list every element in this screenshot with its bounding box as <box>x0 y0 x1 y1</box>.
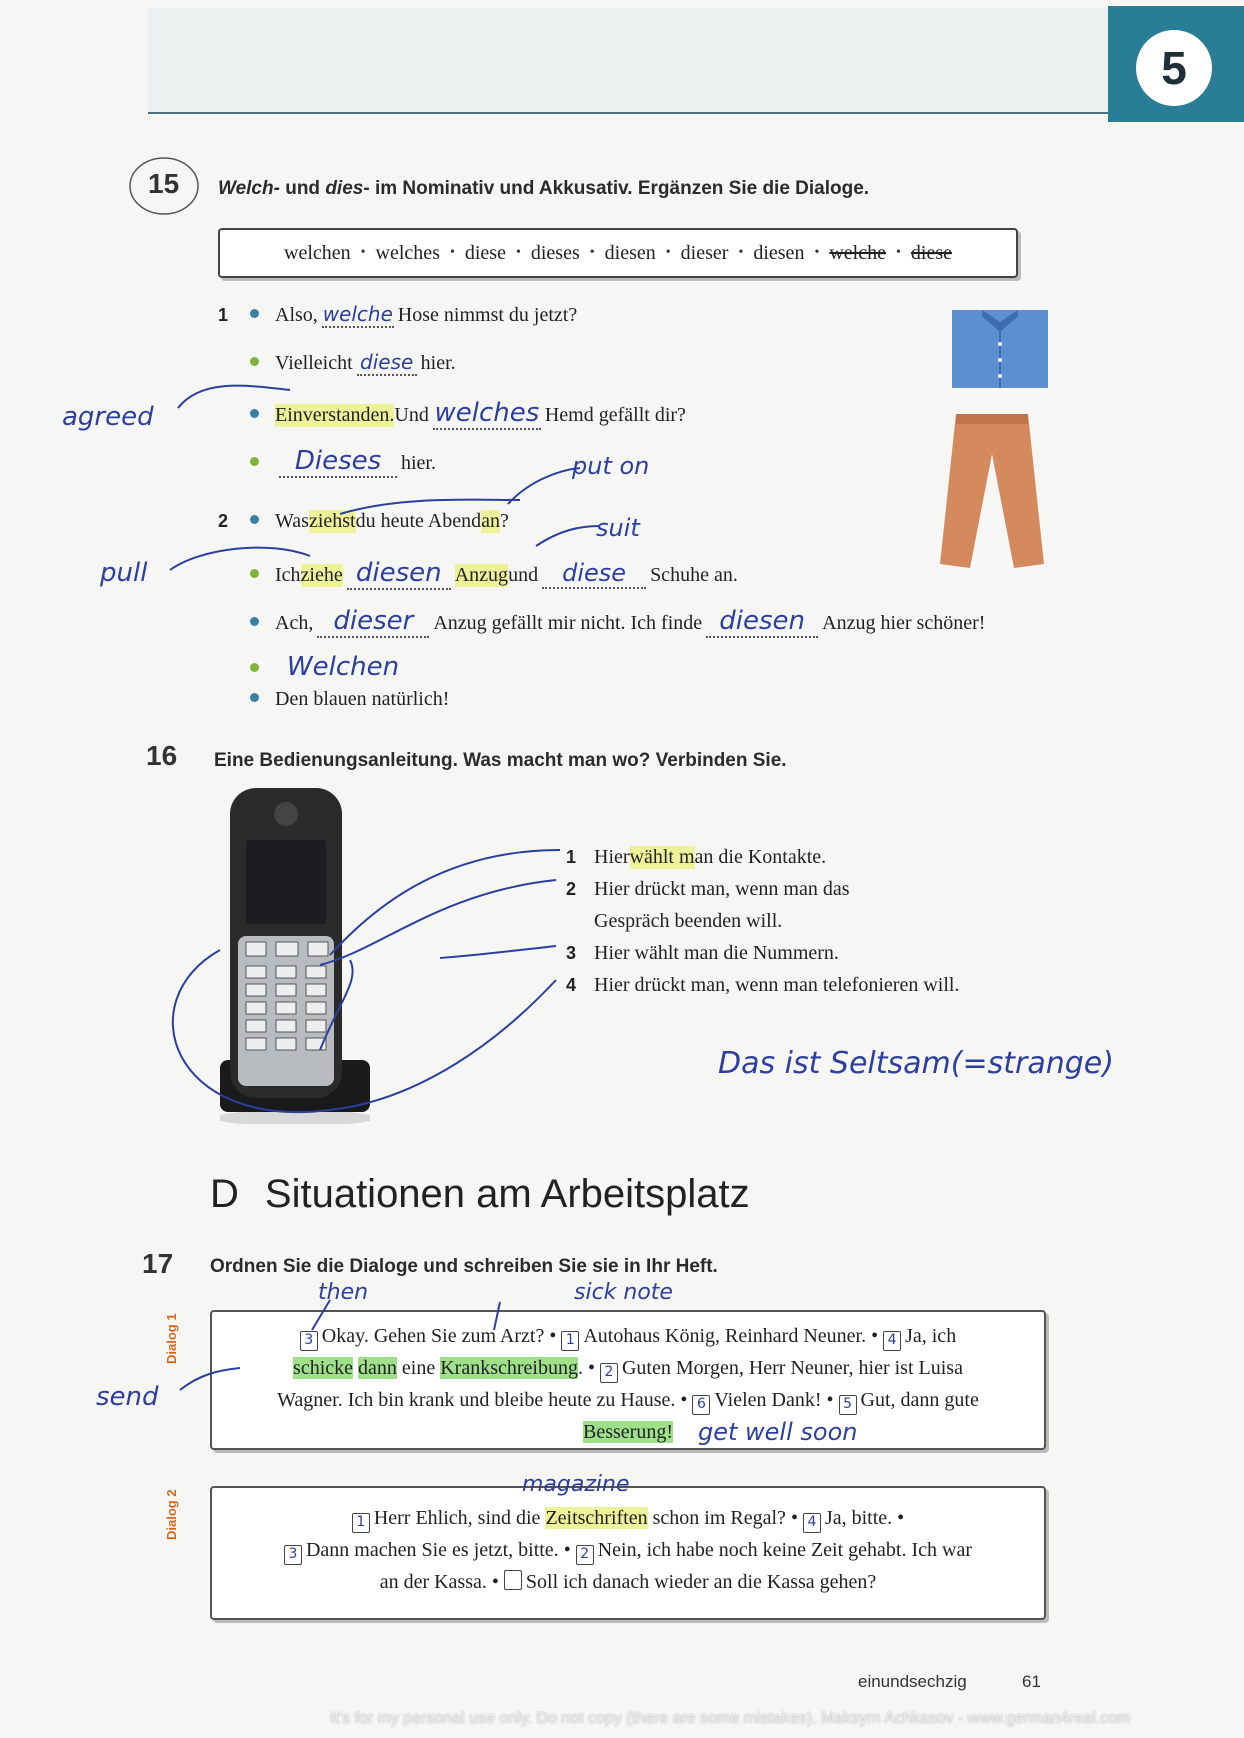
text: an die Kontakte. <box>694 846 827 868</box>
dialog-row: 3 Okay. Gehen Sie zum Arzt? • 1 Autohaus König, Reinhard Neuner. • 4 Ja, ich <box>228 1320 1028 1352</box>
text-highlighted: Einverstanden. <box>275 404 395 426</box>
text: Schuhe an. <box>650 564 738 586</box>
title-und: und <box>279 178 326 199</box>
item-number: 4 <box>566 975 577 995</box>
answer-blank[interactable]: diese <box>357 350 417 376</box>
order-box[interactable]: 3 <box>284 1545 302 1565</box>
bullet-blue <box>250 693 259 702</box>
answer-blank[interactable]: Welchen <box>286 652 400 682</box>
text: und <box>508 564 539 586</box>
dialog-2-label: Dialog 2 <box>164 1489 179 1540</box>
pants-image <box>936 414 1046 570</box>
item-number: 1 <box>566 847 577 867</box>
dialog-row: an der Kassa. • Soll ich danach wieder an die Kassa gehen? <box>379 1571 877 1593</box>
text-highlighted: an <box>481 510 501 532</box>
bullet-green <box>250 357 259 366</box>
text: eine <box>396 1357 441 1379</box>
word-separator: • <box>895 245 901 260</box>
text: Ich <box>275 564 301 586</box>
bullet-blue <box>250 309 259 318</box>
text-highlighted: schicke <box>293 1357 354 1379</box>
note-agreed: agreed <box>62 402 154 432</box>
word-separator: • <box>665 245 671 260</box>
text: Anzug gefällt mir nicht. Ich finde <box>433 612 703 634</box>
phone-image <box>220 788 370 1124</box>
bullet-blue <box>250 515 259 524</box>
text: Vielleicht <box>275 352 353 374</box>
note-get-well: get well soon <box>698 1418 858 1446</box>
order-box[interactable]: 5 <box>839 1395 857 1415</box>
order-box[interactable]: 3 <box>300 1331 318 1351</box>
note-strange: Das ist Seltsam(=strange) <box>718 1046 1114 1081</box>
answer-blank[interactable]: welche <box>322 302 393 326</box>
text: Gespräch beenden will. <box>594 910 783 932</box>
section-letter: D <box>210 1172 239 1216</box>
text: Gut, dann gute <box>860 1389 979 1411</box>
dialog-row <box>228 1416 1028 1448</box>
instruction-item <box>566 846 826 869</box>
order-box[interactable]: 4 <box>883 1331 901 1351</box>
text: ? <box>500 510 509 532</box>
word: diese <box>464 241 506 264</box>
text: Den blauen natürlich! <box>275 688 450 710</box>
text: Anzug hier schöner! <box>822 612 986 634</box>
text: schon im Regal? <box>647 1507 786 1529</box>
note-sick-note: sick note <box>574 1280 673 1305</box>
text: Nein, ich habe noch keine Zeit gehabt. Ich war <box>597 1539 972 1561</box>
note-magazine: magazine <box>522 1472 630 1497</box>
word-separator: • <box>515 245 521 260</box>
dialog-number: 1 <box>218 305 229 325</box>
order-box[interactable]: 6 <box>692 1395 710 1415</box>
word-struck: welche <box>829 241 886 264</box>
note-then: then <box>318 1280 369 1305</box>
dialog-line <box>250 606 985 638</box>
text: an der Kassa. <box>379 1571 487 1593</box>
dialog-line <box>218 302 577 328</box>
exercise-16-title: Eine Bedienungsanleitung. Was macht man wo? Verbinden Sie. <box>214 750 787 771</box>
dialog-row: schicke dann eine Krankschreibung. • 2 Guten Morgen, Herr Neuner, hier ist Luisa <box>228 1352 1028 1384</box>
text: Hier drückt man, wenn man das <box>594 878 850 900</box>
text-highlighted: Krankschreibung <box>440 1357 578 1379</box>
page-footer-word: einundsechzig <box>858 1672 967 1691</box>
answer-blank[interactable]: diese <box>542 559 646 589</box>
bullet-blue <box>250 617 259 626</box>
dialog-line <box>250 398 686 430</box>
answer-blank[interactable]: Dieses <box>279 446 397 478</box>
item-number: 2 <box>566 879 577 899</box>
text: Ja, bitte. <box>824 1507 893 1529</box>
word: welchen <box>284 241 351 264</box>
dialog-line <box>218 510 509 533</box>
instruction-item <box>594 910 782 933</box>
text: . <box>577 1357 583 1379</box>
dialog-2-box <box>210 1486 1046 1620</box>
bullet-blue <box>250 409 259 418</box>
text: Autohaus König, Reinhard Neuner. <box>583 1325 867 1347</box>
dialog-line <box>250 652 411 682</box>
answer-blank[interactable]: diesen <box>706 606 818 638</box>
text: Herr Ehlich, sind die <box>373 1507 546 1529</box>
word-separator: • <box>589 245 595 260</box>
header-rule <box>148 112 1108 114</box>
dialog-1-label: Dialog 1 <box>164 1313 179 1364</box>
answer-blank[interactable]: dieser <box>317 606 429 638</box>
page-number: 61 <box>1022 1672 1041 1691</box>
word-separator: • <box>360 245 366 260</box>
word-separator: • <box>449 245 455 260</box>
note-put-on: put on <box>572 452 650 480</box>
title-welch: Welch- <box>218 178 280 199</box>
word-bank <box>218 228 1018 278</box>
exercise-15-title <box>218 178 869 200</box>
answer-blank[interactable]: diesen <box>347 558 451 590</box>
section-title: Situationen am Arbeitsplatz <box>264 1172 750 1216</box>
bullet-green <box>250 457 259 466</box>
word: dieses <box>530 241 580 264</box>
note-suit: suit <box>596 514 640 542</box>
text: Dann machen Sie es jetzt, bitte. <box>305 1539 559 1561</box>
exercise-15-number: 15 <box>148 168 180 199</box>
dialog-1-box <box>210 1310 1046 1450</box>
instruction-item <box>566 974 959 997</box>
exercise-17-title: Ordnen Sie die Dialoge und schreiben Sie sie in Ihr Heft. <box>210 1256 718 1277</box>
note-send: send <box>96 1382 159 1412</box>
order-box[interactable]: 4 <box>803 1513 821 1533</box>
text: Hier wählt man die Nummern. <box>594 942 839 964</box>
title-dies: dies- <box>325 178 370 199</box>
order-box[interactable]: 2 <box>600 1363 618 1383</box>
text: Vielen Dank! <box>714 1389 822 1411</box>
text: Wagner. Ich bin krank und bleibe heute zu Hause. <box>277 1389 676 1411</box>
exercise-16-number: 16 <box>146 740 178 771</box>
word-struck: diese <box>910 241 952 264</box>
text: hier. <box>420 352 456 374</box>
bullet-green <box>250 569 259 578</box>
instruction-item <box>566 942 839 965</box>
word: diesen <box>604 241 656 264</box>
item-number: 3 <box>566 943 577 963</box>
text: Also, <box>275 304 318 326</box>
dialog-line <box>250 446 436 478</box>
text-highlighted: dann <box>358 1357 397 1379</box>
section-heading <box>210 1172 750 1217</box>
header-banner <box>148 8 1108 112</box>
text-highlighted: Anzug <box>454 564 509 586</box>
text: Guten Morgen, Herr Neuner, hier ist Luisa <box>621 1357 963 1379</box>
title-rest: im Nominativ und Akkusativ. Ergänzen Sie die Dialoge. <box>369 178 870 199</box>
text: hier. <box>401 452 436 474</box>
word: welches <box>375 241 440 264</box>
dialog-row: 3 Dann machen Sie es jetzt, bitte. • 2 Nein, ich habe noch keine Zeit gehabt. Ich war <box>228 1534 1028 1566</box>
word: diesen <box>753 241 805 264</box>
word-separator: • <box>738 245 744 260</box>
order-box[interactable]: 1 <box>352 1513 370 1533</box>
answer-blank[interactable]: welches <box>434 398 540 428</box>
chapter-number: 5 <box>1136 30 1212 106</box>
shirt-image <box>952 310 1048 388</box>
note-pull: pull <box>100 558 148 588</box>
text: du heute Abend <box>355 510 482 532</box>
text: Und <box>394 404 429 426</box>
text-highlighted: ziehst <box>308 510 356 532</box>
dialog-line <box>250 688 449 711</box>
exercise-17-number: 17 <box>142 1248 174 1279</box>
dialog-row: Wagner. Ich bin krank und bleibe heute zu Hause. • 6 Vielen Dank! • 5 Gut, dann gute <box>228 1384 1028 1416</box>
order-box[interactable] <box>504 1570 522 1590</box>
text: Hier <box>594 846 630 868</box>
text: Okay. Gehen Sie zum Arzt? <box>321 1325 545 1347</box>
dialog-line <box>250 350 456 376</box>
text: Was <box>275 510 309 532</box>
dialog-row: 1 Herr Ehlich, sind die Zeitschriften schon im Regal? • 4 Ja, bitte. • <box>228 1502 1028 1534</box>
dialog-number: 2 <box>218 511 229 531</box>
text: Hemd gefällt dir? <box>544 404 686 426</box>
text-highlighted: Zeitschriften <box>545 1507 648 1529</box>
text-highlighted: wählt m <box>629 846 695 868</box>
text-highlighted: ziehe <box>300 564 343 586</box>
text: Hose nimmst du jetzt? <box>397 304 578 326</box>
text: Ja, ich <box>905 1325 957 1347</box>
word: dieser <box>680 241 729 264</box>
text-highlighted: Besserung! <box>583 1421 673 1443</box>
text: Hier drückt man, wenn man telefonieren will. <box>594 974 960 996</box>
instruction-item <box>566 878 849 901</box>
dialog-line <box>250 558 738 590</box>
text: Soll ich danach wieder an die Kassa gehen? <box>525 1571 877 1593</box>
text: Ach, <box>275 612 314 634</box>
word-separator: • <box>814 245 820 260</box>
watermark: It's for my personal use only. Do not copy (there are some mistakes). Maksym Achkasov - www.german4real.com <box>330 1710 1131 1727</box>
order-box[interactable]: 1 <box>561 1331 579 1351</box>
order-box[interactable]: 2 <box>576 1545 594 1565</box>
bullet-green <box>250 663 259 672</box>
